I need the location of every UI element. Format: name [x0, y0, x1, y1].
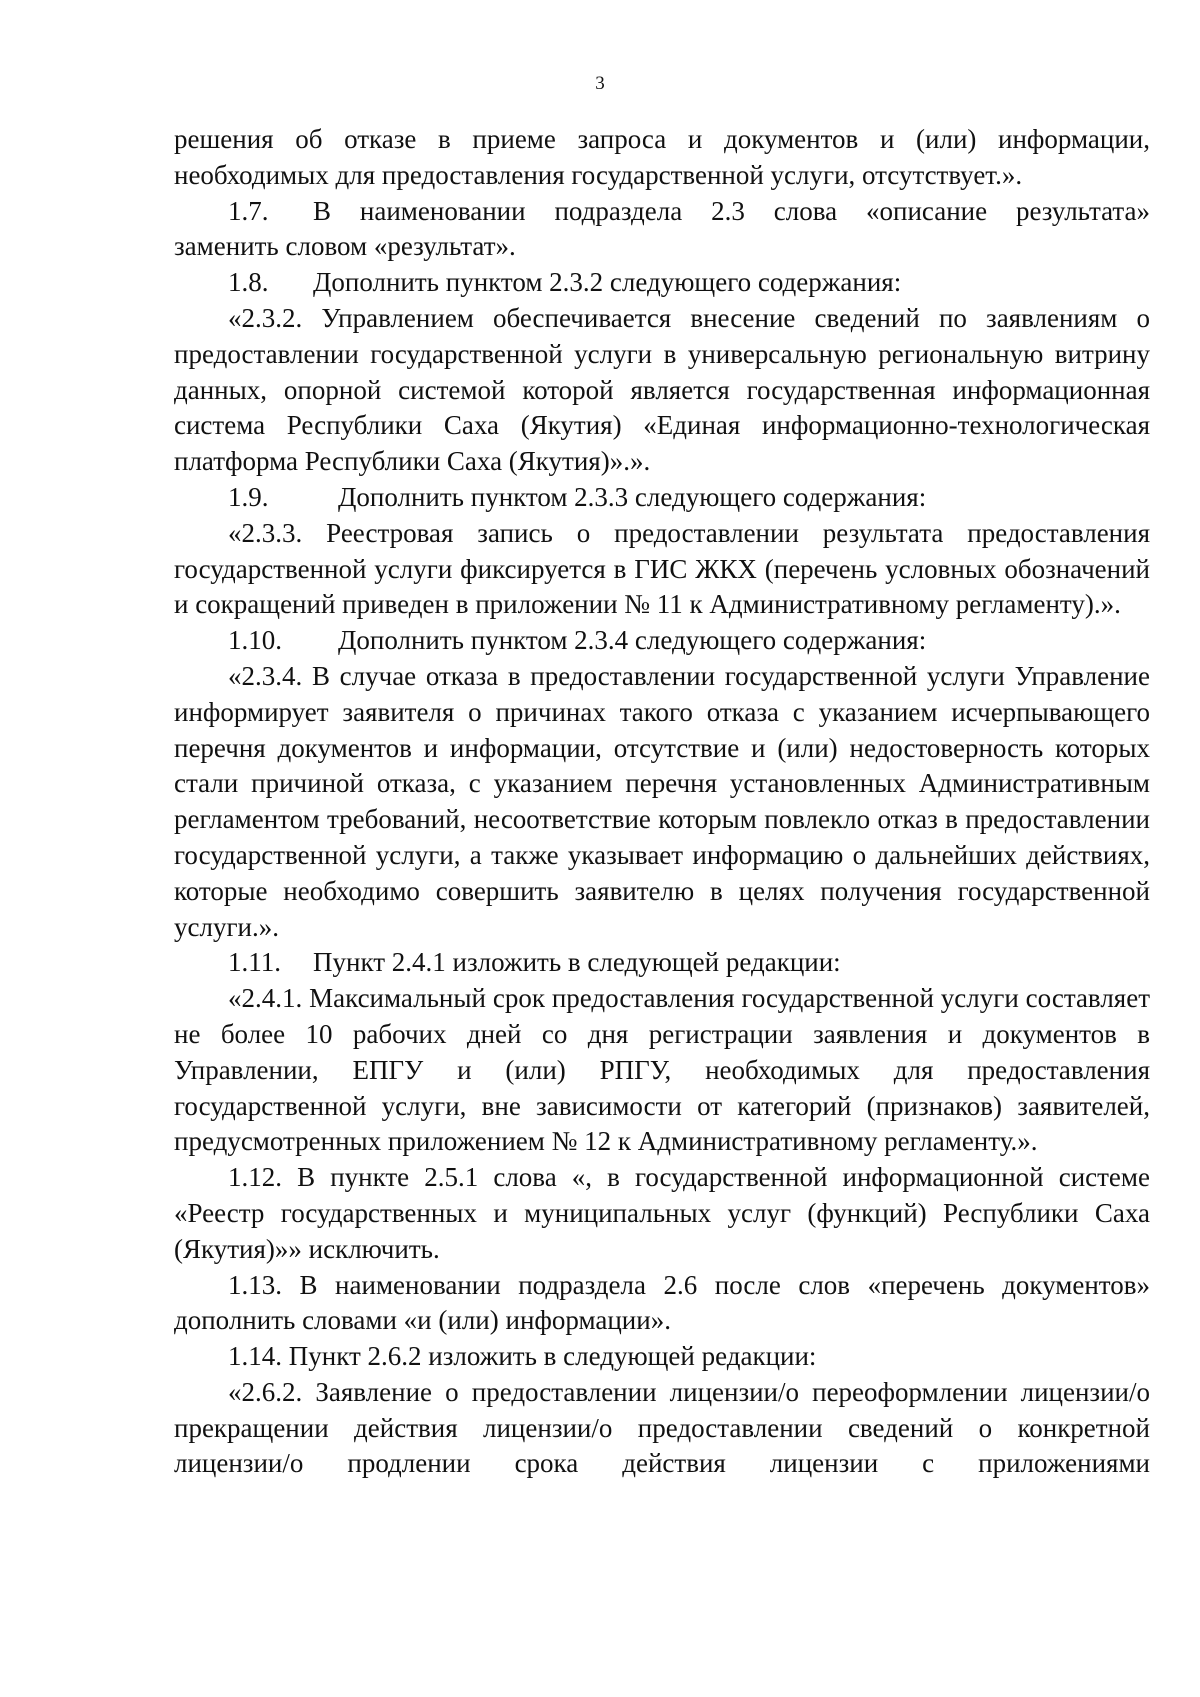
quote-2-3-4: «2.3.4. В случае отказа в предоставлении государственной услуги Управление информирует заявителя о причинах такого отказа с указанием исчерпывающего перечня документов и информации, отсутствие и (или) недостоверность которых стали причиной отказа, с указанием перечня установленных Административным регламентом требований, несоответствие которым повлекло отказ в предоставлении государственной услуги, а также указывает информацию о дальнейших действиях, которые необходимо совершить заявителю в целях получения государственной услуги.».: [174, 660, 1150, 942]
page-number: 3: [595, 73, 605, 94]
quote-2-4-1: «2.4.1. Максимальный срок предоставления государственной услуги составляет не более 10 рабочих дней со дня регистрации заявления и документов в Управлении, ЕПГУ и (или) РПГУ, необходимых для предоставления государственной услуги, вне зависимости от категорий (признаков) заявителей, предусмотренных приложением № 12 к Административному регламенту.».: [174, 983, 1150, 1157]
item-text: В наименовании подраздела 2.3 слова «описание результата»: [313, 195, 1150, 226]
item-text: Дополнить пунктом 2.3.4 следующего содержания:: [338, 625, 927, 656]
item-1-11: [174, 945, 1150, 981]
item-1-9: [174, 480, 1150, 516]
item-text: Дополнить пунктом 2.3.3 следующего содержания:: [338, 481, 927, 512]
item-text: Дополнить пунктом 2.3.2 следующего содержания:: [313, 267, 902, 298]
item-number: 1.7.: [228, 195, 269, 226]
item-number: 1.8.: [228, 267, 269, 298]
quote-2-6-2: «2.6.2. Заявление о предоставлении лицензии/о переоформлении лицензии/о прекращении действия лицензии/о предоставлении сведений о конкретной лицензии/о продлении срока действия лицензии с приложениями: [174, 1376, 1150, 1479]
item-1-7-first-line: [174, 194, 1150, 230]
item-1-12: 1.12. В пункте 2.5.1 слова «, в государственной информационной системе «Реестр государственных и муниципальных услуг (функций) Республики Саха (Якутия)»» исключить.: [174, 1162, 1150, 1264]
document-body: [174, 122, 1150, 1482]
quote-2-3-2: «2.3.2. Управлением обеспечивается внесение сведений по заявлениям о предоставлении государственной услуги в универсальную региональную витрину данных, опорной системой которой является государственная информационная система Республики Саха (Якутия) «Единая информационно-технологическая платформа Республики Саха (Якутия)».».: [174, 302, 1150, 477]
item-1-10: [174, 623, 1150, 659]
item-1-14: 1.14. Пункт 2.6.2 изложить в следующей редакции:: [228, 1341, 817, 1372]
paragraph-continuation: решения об отказе в приеме запроса и документов и (или) информации, необходимых для предоставления государственной услуги, отсутствует.».: [174, 124, 1150, 190]
item-1-8: [174, 265, 1150, 301]
quote-2-3-3: «2.3.3. Реестровая запись о предоставлении результата предоставления государственной услуги фиксируется в ГИС ЖКХ (перечень условных обозначений и сокращений приведен в приложении № 11 к Административному регламенту).».: [174, 517, 1150, 620]
item-1-7-continuation: заменить словом «результат».: [174, 231, 516, 262]
item-1-13: 1.13. В наименовании подраздела 2.6 после слов «перечень документов» дополнить словами «и (или) информации».: [174, 1269, 1150, 1336]
item-text: Пункт 2.4.1 изложить в следующей редакции:: [313, 947, 841, 978]
item-number: 1.10.: [228, 625, 282, 656]
item-number: 1.11.: [228, 947, 281, 978]
item-number: 1.9.: [228, 481, 269, 512]
